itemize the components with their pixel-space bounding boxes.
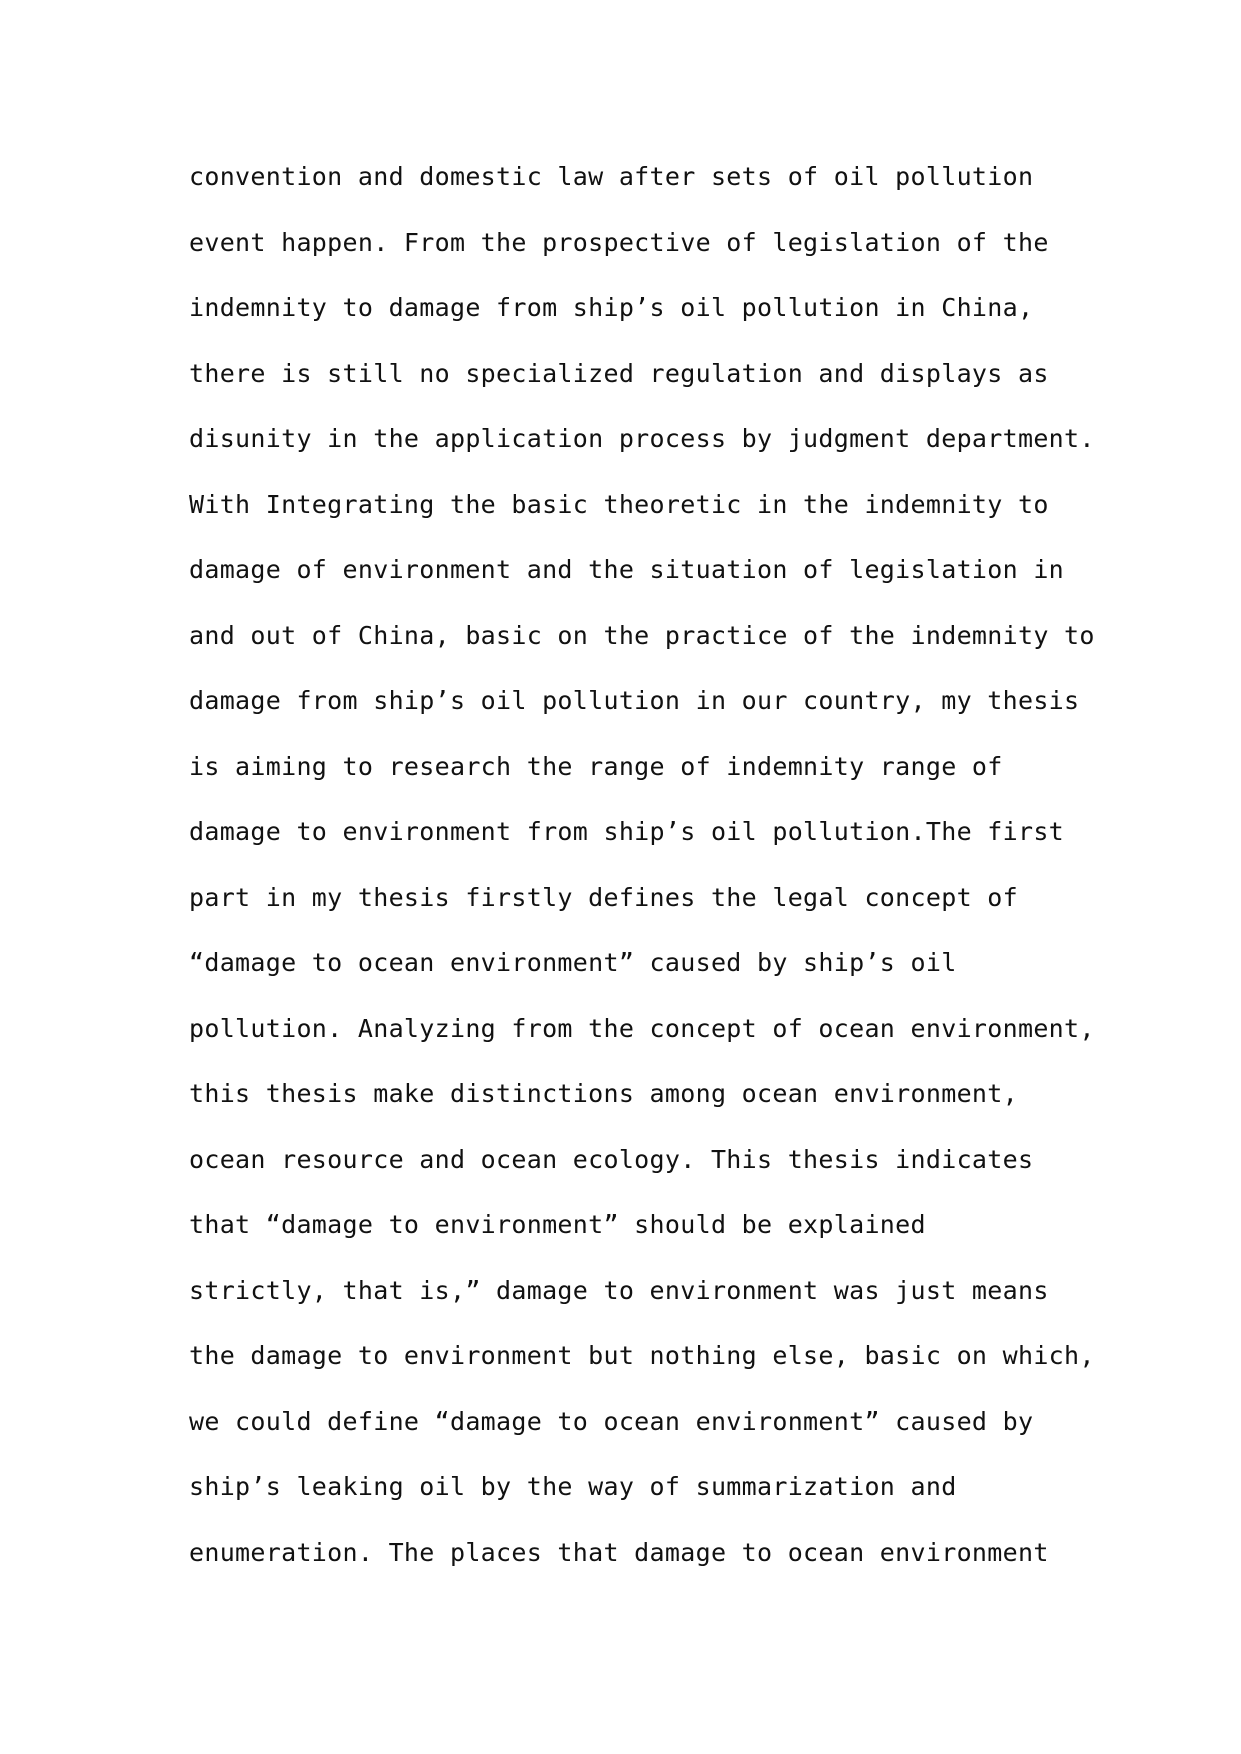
text-line-5: disunity in the application process by judgment department. bbox=[189, 424, 1095, 453]
text-line-7: damage of environment and the situation of legislation in bbox=[189, 555, 1065, 584]
text-line-18: strictly, that is,” damage to environment was just means bbox=[189, 1275, 1049, 1305]
text-line-22: enumeration. The places that damage to ocean environment bbox=[189, 1537, 1049, 1567]
text-line-16: ocean resource and ocean ecology. This thesis indicates bbox=[189, 1144, 1034, 1174]
text-line-9: damage from ship’s oil pollution in our country, my thesis bbox=[189, 686, 1080, 715]
text-line-11: damage to environment from ship’s oil pollution.The first bbox=[189, 817, 1065, 846]
text-line-10: is aiming to research the range of indemnity range of bbox=[189, 751, 1003, 781]
text-line-8: and out of China, basic on the practice of the indemnity to bbox=[189, 620, 1095, 650]
text-line-4: there is still no specialized regulation and displays as bbox=[189, 358, 1049, 388]
text-line-2: event happen. From the prospective of legislation of the bbox=[189, 227, 1049, 257]
text-line-17: that “damage to environment” should be explained bbox=[189, 1210, 926, 1239]
text-line-15: this thesis make distinctions among ocean environment, bbox=[189, 1079, 1018, 1108]
text-line-1: convention and domestic law after sets of oil pollution bbox=[189, 162, 1034, 191]
text-line-13: “damage to ocean environment” caused by ship’s oil bbox=[189, 948, 957, 977]
text-line-12: part in my thesis firstly defines the legal concept of bbox=[189, 882, 1018, 912]
text-line-19: the damage to environment but nothing else, basic on which, bbox=[189, 1341, 1095, 1370]
text-line-21: ship’s leaking oil by the way of summarization and bbox=[189, 1472, 957, 1501]
text-line-20: we could define “damage to ocean environment” caused by bbox=[189, 1406, 1034, 1436]
text-line-6: With Integrating the basic theoretic in the indemnity to bbox=[189, 489, 1049, 519]
text-line-14: pollution. Analyzing from the concept of ocean environment, bbox=[189, 1013, 1095, 1043]
text-line-3: indemnity to damage from ship’s oil pollution in China, bbox=[189, 293, 1034, 322]
body-text bbox=[189, 158, 1095, 1599]
